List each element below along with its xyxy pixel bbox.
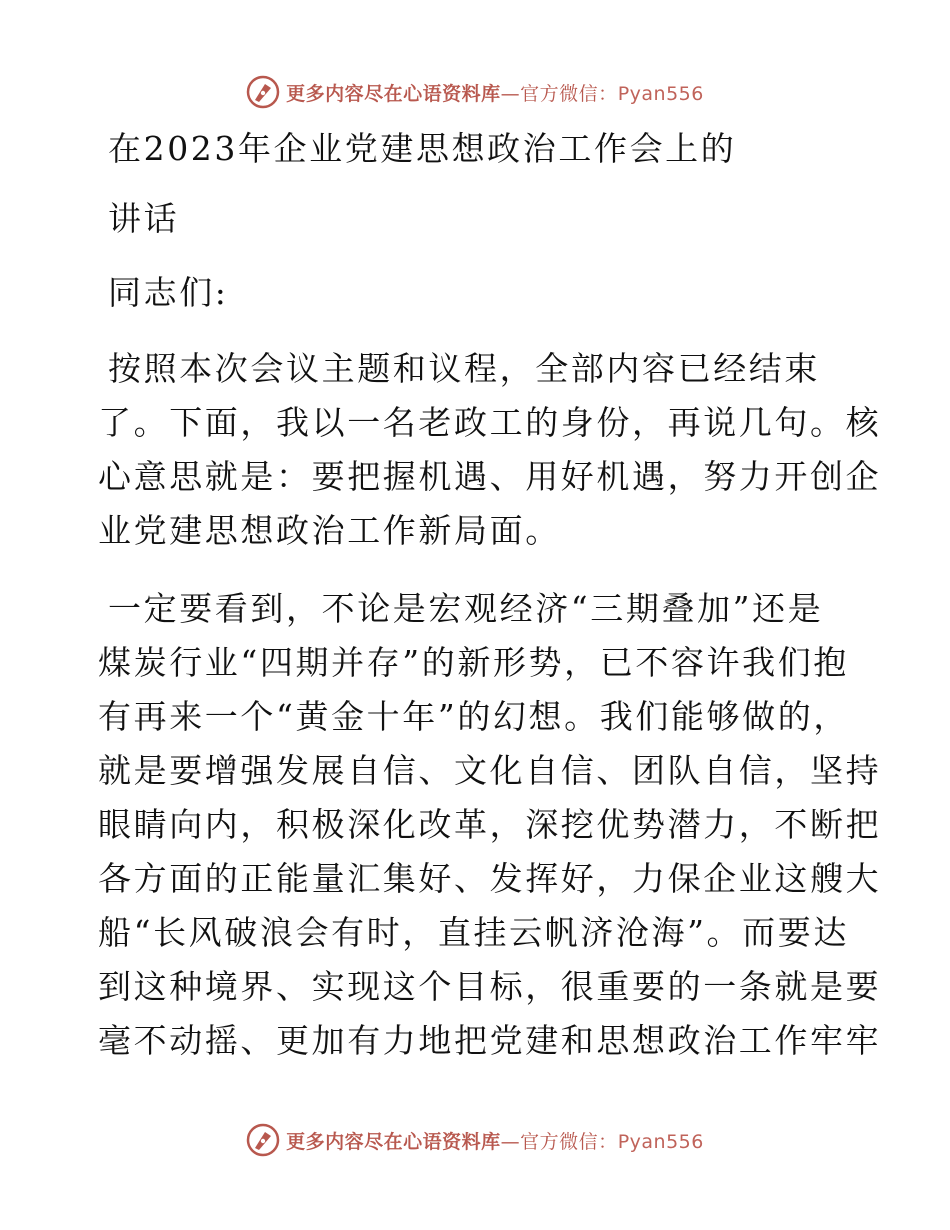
paragraph-line: 眼睛向内，积极深化改革，深挖优势潜力，不断把 bbox=[98, 805, 882, 844]
document-title-line-2: 讲话 bbox=[108, 199, 180, 238]
paragraph-line: 煤炭行业“四期并存”的新形势，已不容许我们抱 bbox=[98, 643, 849, 682]
paragraph-line: 就是要增强发展自信、文化自信、团队自信，坚持 bbox=[98, 751, 882, 790]
document-body bbox=[98, 120, 882, 1068]
watermark-separator: — bbox=[500, 82, 521, 105]
paragraph-line: 了。下面，我以一名老政工的身份，再说几句。核 bbox=[98, 403, 882, 442]
watermark-account: Pyan556 bbox=[617, 1130, 704, 1153]
watermark-account: Pyan556 bbox=[617, 82, 704, 105]
paragraph-line: 各方面的正能量汇集好、发挥好，力保企业这艘大 bbox=[98, 859, 882, 898]
paragraph-line: 一定要看到，不论是宏观经济“三期叠加”还是 bbox=[108, 589, 824, 628]
paragraph-line: 毫不动摇、更加有力地把党建和思想政治工作牢牢 bbox=[98, 1021, 882, 1060]
paragraph-line: 船“长风破浪会有时，直挂云帆济沧海”。而要达 bbox=[98, 913, 849, 952]
watermark-label: 官方微信： bbox=[520, 1130, 618, 1153]
watermark-brand: 更多内容尽在心语资料库 bbox=[286, 82, 501, 105]
paragraph-line: 有再来一个“黄金十年”的幻想。我们能够做的， bbox=[98, 697, 849, 736]
watermark-text bbox=[286, 1127, 704, 1154]
pen-nib-logo-icon bbox=[246, 75, 280, 109]
paragraph-1 bbox=[98, 342, 882, 558]
watermark-footer bbox=[0, 1120, 950, 1160]
watermark-text bbox=[286, 79, 704, 106]
watermark-label: 官方微信： bbox=[520, 82, 618, 105]
paragraph-line: 心意思就是：要把握机遇、用好机遇，努力开创企 bbox=[98, 457, 882, 496]
pen-nib-logo-icon bbox=[246, 1123, 280, 1157]
watermark-separator: — bbox=[500, 1130, 521, 1153]
document-title-line-1: 在2023年企业党建思想政治工作会上的 bbox=[108, 129, 737, 168]
watermark-brand: 更多内容尽在心语资料库 bbox=[286, 1130, 501, 1153]
paragraph-line: 按照本次会议主题和议程，全部内容已经结束 bbox=[108, 349, 820, 388]
paragraph-2 bbox=[98, 582, 882, 1068]
greeting: 同志们: bbox=[108, 273, 229, 312]
paragraph-line: 到这种境界、实现这个目标，很重要的一条就是要 bbox=[98, 967, 882, 1006]
paragraph-line: 业党建思想政治工作新局面。 bbox=[98, 511, 561, 550]
watermark-header bbox=[0, 72, 950, 112]
